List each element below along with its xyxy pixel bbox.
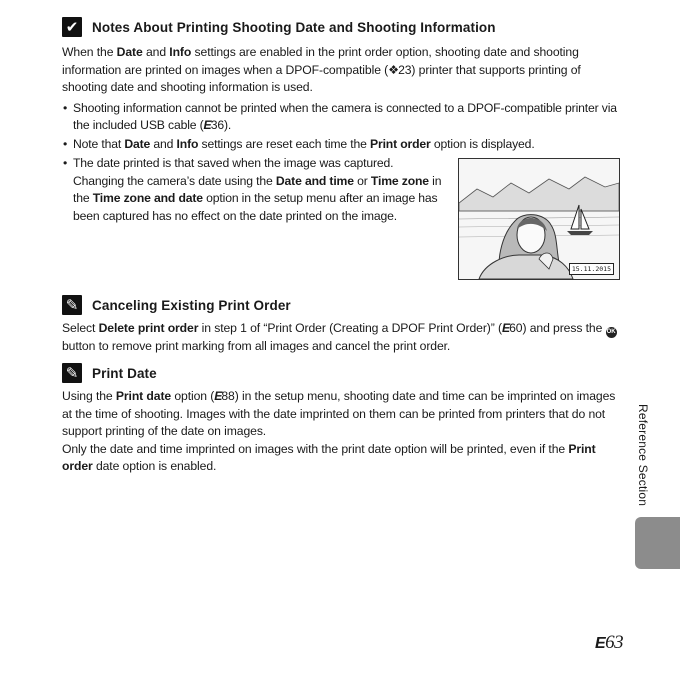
text: The date printed is that saved when the image was captured. Changing the camera’s date using the [73, 156, 394, 188]
text: in step 1 of “Print Order (Creating a DPOF Print Order)” ( [198, 321, 502, 335]
list-item [62, 136, 618, 154]
print-date-paragraph [62, 388, 618, 441]
text: option ( [171, 389, 215, 403]
section-heading [62, 16, 618, 38]
section-heading [62, 294, 618, 316]
bold-term: Print date [115, 389, 172, 403]
section-print-date [62, 362, 618, 476]
photo-illustration [459, 159, 619, 279]
bold-term: Print order [62, 441, 596, 473]
checkmark-icon: ✔ [62, 17, 82, 37]
reference-section-label: Reference Section [636, 404, 650, 507]
text: button to remove print marking from all images and cancel the print order. [62, 339, 451, 353]
bold-term: Delete print order [98, 321, 199, 335]
bold-term: Time zone and date [92, 191, 203, 205]
bold-term: Info [176, 137, 199, 151]
text: in the [73, 173, 442, 205]
date-stamp: 15.11.2015 [569, 263, 614, 275]
text: or [353, 173, 371, 188]
reference-icon: E [214, 389, 222, 403]
text: settings are enabled in the print order option, shooting date and shooting information are printed on images when a DPOF-compatible ( [62, 45, 579, 77]
sample-photo [458, 158, 620, 280]
text: Note that [73, 137, 125, 151]
text: and [150, 137, 177, 151]
list-item [62, 155, 443, 225]
bold-term: Date and time [275, 173, 354, 188]
section-cancel-print-order [62, 294, 618, 356]
ok-button-icon: OK [606, 327, 617, 338]
bold-term: Info [169, 45, 192, 59]
reference-icon: E [501, 321, 510, 335]
print-date-paragraph-2 [62, 441, 618, 476]
text: date option is enabled. [92, 459, 217, 473]
page-prefix: E [595, 635, 606, 652]
intro-paragraph [62, 44, 618, 97]
bold-term: Date [124, 137, 151, 151]
reference-section-tab [635, 517, 680, 569]
bold-term: Print order [370, 137, 431, 151]
section-title: Print Date [92, 365, 157, 381]
bold-term: Date [116, 45, 143, 59]
text: When the [62, 45, 117, 59]
text: Select [62, 321, 99, 335]
text: and [142, 45, 170, 59]
pencil-note-icon: ✎ [62, 363, 82, 383]
bold-term: Time zone [370, 173, 429, 188]
list-item [62, 100, 618, 135]
text: settings are reset each time the [198, 137, 370, 151]
text: 36). [210, 118, 232, 132]
section-heading [62, 362, 618, 384]
text: Shooting information cannot be printed when the camera is connected to a DPOF-compatible printer via the included USB cable ( [73, 100, 617, 132]
page-number-value: 63 [605, 632, 624, 653]
cancel-paragraph [62, 320, 618, 356]
text: Only the date and time imprinted on images with the print date option will be printed, even if the [62, 441, 569, 456]
text: 60) and press the [509, 321, 606, 335]
section-title: Canceling Existing Print Order [92, 297, 291, 313]
pencil-note-icon: ✎ [62, 295, 82, 315]
text: 23) printer that supports printing of shooting date and shooting information is used. [62, 62, 581, 94]
text: Using the [62, 389, 116, 403]
page-number [595, 632, 623, 654]
text: option in the setup menu after an image has been captured has no effect on the date printed on the image. [73, 191, 438, 223]
reference-icon: ❖ [388, 62, 399, 77]
text: 88) in the setup menu, shooting date and time can be imprinted on images at the time of shooting. Images with the date imprinted on them can be printed from printers that do not support printing of the date on images. [62, 389, 616, 438]
section-title: Notes About Printing Shooting Date and Shooting Information [92, 19, 496, 35]
text: option is displayed. [430, 137, 535, 151]
reference-icon: E [203, 118, 211, 132]
